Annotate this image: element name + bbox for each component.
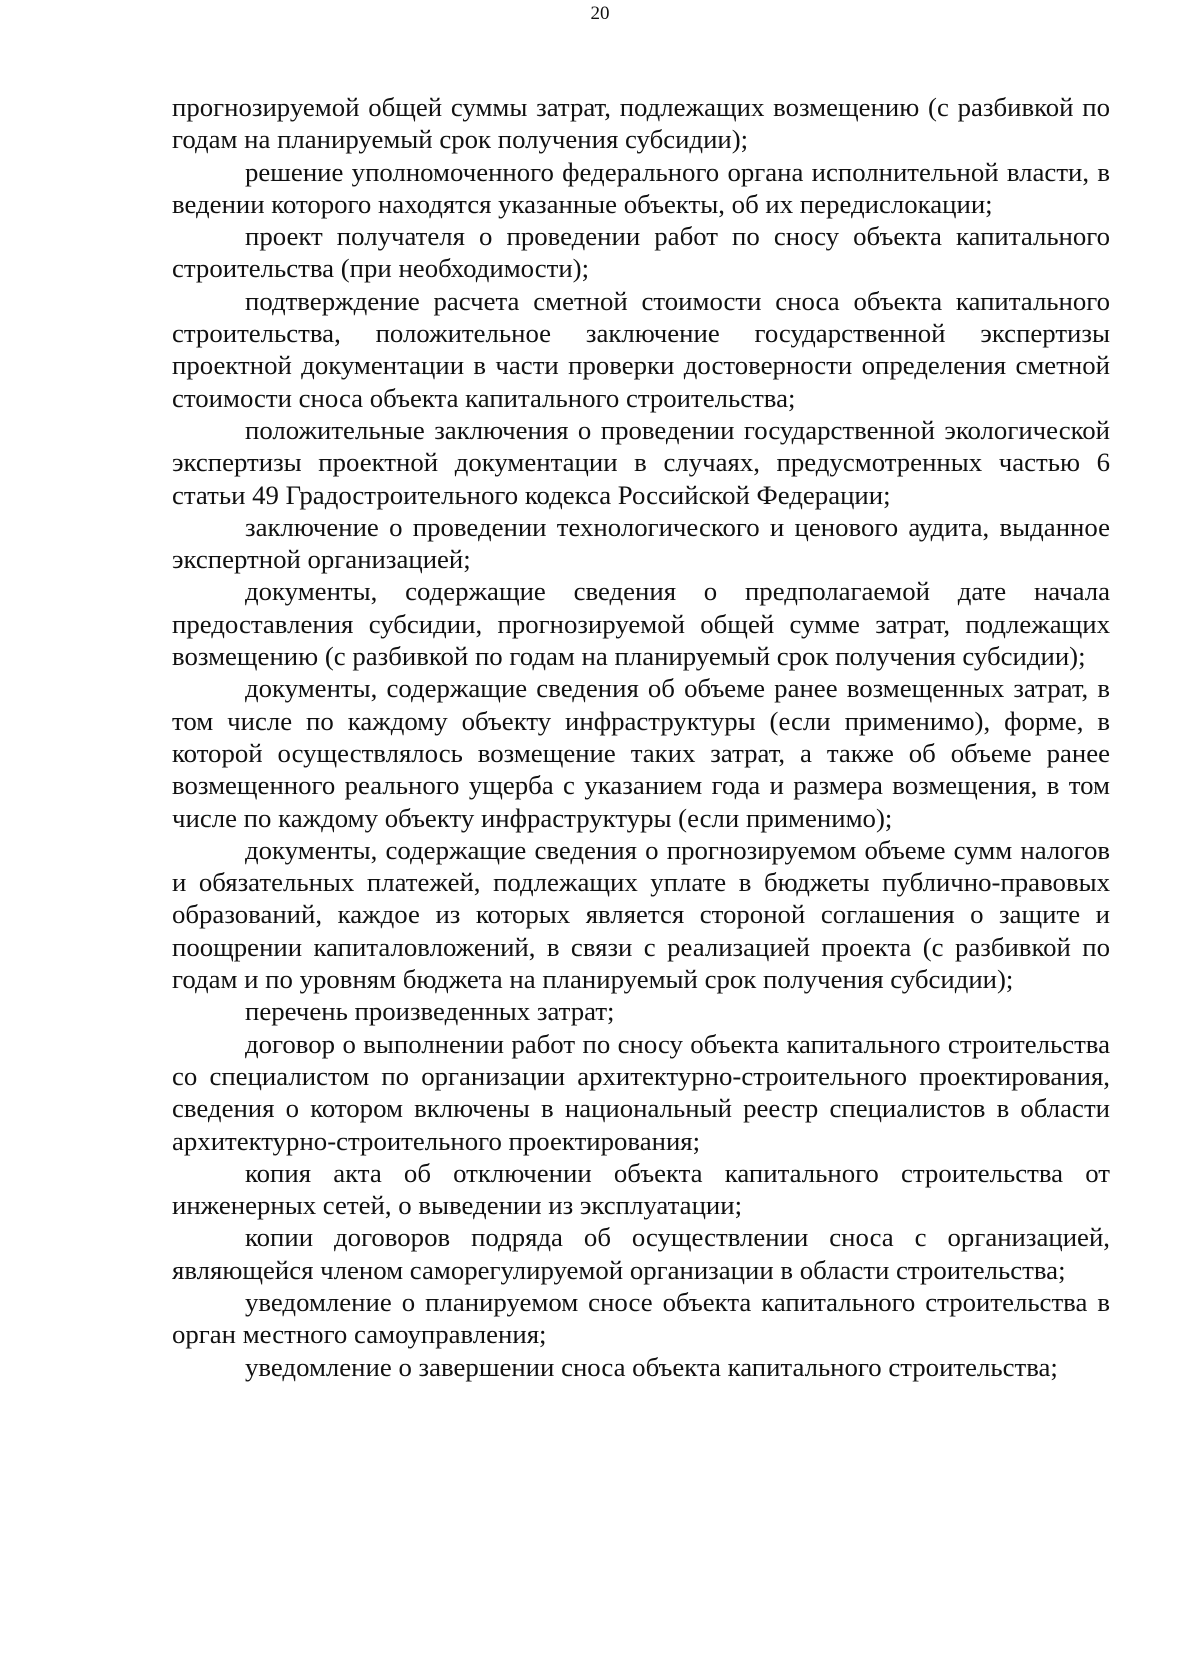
paragraph: перечень произведенных затрат;	[245, 996, 615, 1027]
body-text	[172, 91, 1110, 1383]
paragraph: прогнозируемой общей суммы затрат, подлежащих возмещению (с разбивкой по годам на планируемый срок получения субсидии);	[172, 92, 1110, 155]
paragraph: документы, содержащие сведения о прогнозируемом объеме сумм налогов и обязательных платежей, подлежащих уплате в бюджеты публично-правовых образований, каждое из которых является стороной соглашения о защите и поощрении капиталовложений, в связи с реализацией проекта (с разбивкой по годам и по уровням бюджета на планируемый срок получения субсидии);	[172, 834, 1110, 995]
paragraph: документы, содержащие сведения о предполагаемой дате начала предоставления субсидии, прогнозируемой общей сумме затрат, подлежащих возмещению (с разбивкой по годам на планируемый срок получения субсидии);	[172, 576, 1110, 672]
page-number: 20	[590, 3, 610, 24]
paragraph: проект получателя о проведении работ по сносу объекта капитального строительства (при необходимости);	[172, 221, 1110, 284]
paragraph: копия акта об отключении объекта капитального строительства от инженерных сетей, о выведении из эксплуатации;	[172, 1157, 1110, 1221]
paragraph: копии договоров подряда об осуществлении сноса с организацией, являющейся членом саморегулируемой организации в области строительства;	[172, 1222, 1110, 1285]
paragraph: уведомление о планируемом сносе объекта капитального строительства в орган местного самоуправления;	[172, 1286, 1110, 1350]
paragraph: решение уполномоченного федерального органа исполнительной власти, в ведении которого находятся указанные объекты, об их передислокации;	[172, 156, 1110, 219]
paragraph: положительные заключения о проведении государственной экологической экспертизы проектной документации в случаях, предусмотренных частью 6 статьи 49 Градостроительного кодекса Российской Федерации;	[172, 414, 1110, 510]
paragraph: заключение о проведении технологического и ценового аудита, выданное экспертной организацией;	[172, 511, 1110, 575]
paragraph: подтверждение расчета сметной стоимости сноса объекта капитального строительства, положительное заключение государственной экспертизы проектной документации в части проверки достоверности определения сметной стоимости сноса объекта капитального строительства;	[172, 285, 1110, 413]
paragraph: договор о выполнении работ по сносу объекта капитального строительства со специалистом по организации архитектурно-строительного проектирования, сведения о котором включены в национальный реестр специалистов в области архитектурно-строительного проектирования;	[172, 1028, 1110, 1156]
paragraph: уведомление о завершении сноса объекта капитального строительства;	[245, 1351, 1058, 1382]
paragraph: документы, содержащие сведения об объеме ранее возмещенных затрат, в том числе по каждому объекту инфраструктуры (если применимо), форме, в которой осуществлялось возмещение таких затрат, а также об объеме ранее возмещенного реального ущерба с указанием года и размера возмещения, в том числе по каждому объекту инфраструктуры (если применимо);	[172, 673, 1110, 833]
